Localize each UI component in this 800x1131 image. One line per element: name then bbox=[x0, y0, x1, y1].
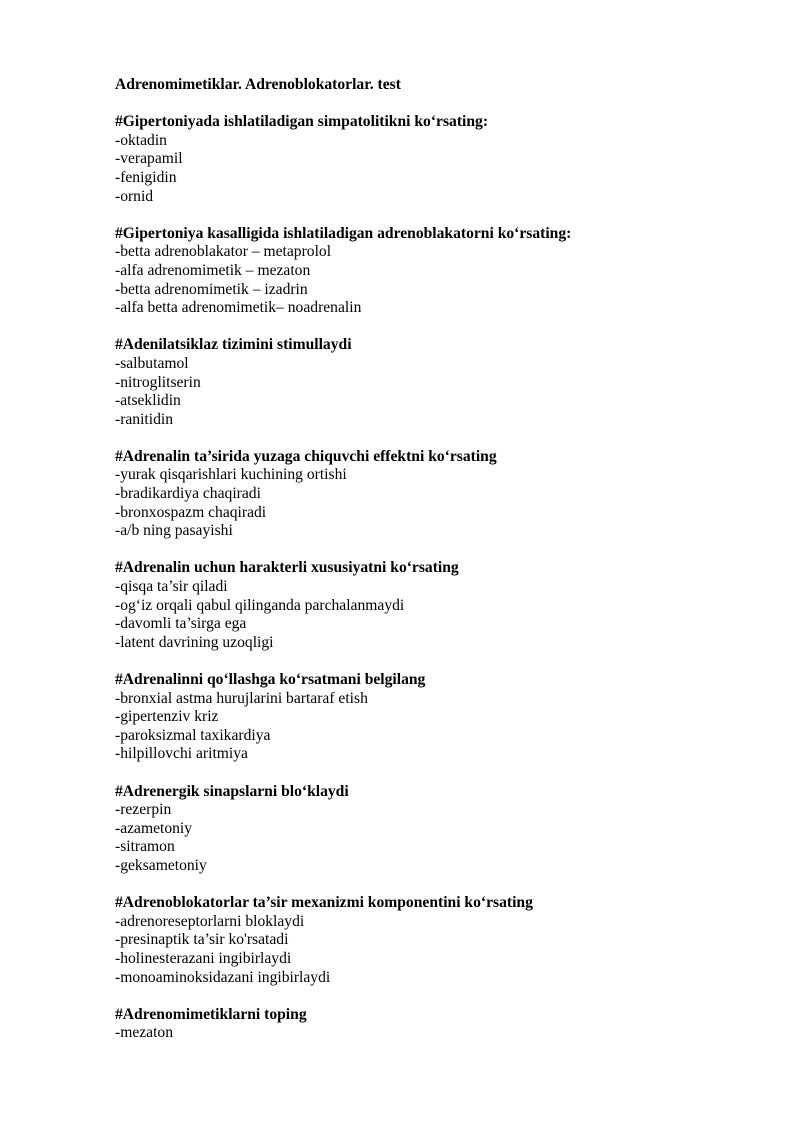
answer-option: -davomli ta’sirga ega bbox=[115, 615, 247, 633]
answer-option: -betta adrenomimetik – izadrin bbox=[115, 280, 308, 298]
answer-option: -bronxial astma hurujlarini bartaraf etish bbox=[115, 689, 368, 707]
question-text: #Adenilatsiklaz tizimini stimullaydi bbox=[115, 336, 352, 354]
answer-option: -ranitidin bbox=[115, 410, 174, 428]
question-block bbox=[115, 225, 755, 318]
answer-option: -qisqa ta’sir qiladi bbox=[115, 578, 228, 596]
question-text: #Adrenoblokatorlar ta’sir mexanizmi komponentini ko‘rsating bbox=[115, 894, 533, 912]
answer-option: -betta adrenoblakator – metaprolol bbox=[115, 243, 332, 261]
answer-option: -bradikardiya chaqiradi bbox=[115, 485, 261, 503]
question-block bbox=[115, 671, 755, 764]
answer-option: -paroksizmal taxikardiya bbox=[115, 726, 271, 744]
question-block bbox=[115, 448, 755, 541]
answer-option: -ornid bbox=[115, 187, 154, 205]
answer-option: -alfa adrenomimetik – mezaton bbox=[115, 261, 311, 279]
answer-option: -alfa betta adrenomimetik– noadrenalin bbox=[115, 299, 362, 317]
answer-option: -oktadin bbox=[115, 131, 167, 149]
question-block bbox=[115, 113, 755, 206]
answer-option: -salbutamol bbox=[115, 354, 189, 372]
question-text: #Gipertoniyada ishlatiladigan simpatolitikni ko‘rsating: bbox=[115, 113, 489, 131]
answer-option: -a/b ning pasayishi bbox=[115, 522, 233, 540]
answer-option: -rezerpin bbox=[115, 801, 172, 819]
question-block bbox=[115, 336, 755, 429]
document-title: Adrenomimetiklar. Adrenoblokatorlar. test bbox=[115, 76, 401, 93]
answer-option: -og‘iz orqali qabul qilinganda parchalanmaydi bbox=[115, 596, 405, 614]
answer-option: -holinesterazani ingibirlaydi bbox=[115, 949, 292, 967]
answer-option: -nitroglitserin bbox=[115, 373, 201, 391]
answer-option: -fenigidin bbox=[115, 168, 177, 186]
answer-option: -yurak qisqarishlari kuchining ortishi bbox=[115, 466, 347, 484]
answer-option: -adrenoreseptorlarni bloklaydi bbox=[115, 912, 305, 930]
answer-option: -azametoniy bbox=[115, 819, 193, 837]
answer-option: -mezaton bbox=[115, 1024, 174, 1042]
question-text: #Gipertoniya kasalligida ishlatiladigan adrenoblakatorni ko‘rsating: bbox=[115, 224, 572, 242]
answer-option: -gipertenziv kriz bbox=[115, 708, 219, 726]
question-text: #Adrenomimetiklarni toping bbox=[115, 1005, 307, 1023]
question-text: #Adrenalinni qo‘llashga ko‘rsatmani belgilang bbox=[115, 671, 426, 688]
question-text: #Adrenalin uchun harakterli xususiyatni ko‘rsating bbox=[115, 559, 459, 577]
question-text: #Adrenalin ta’sirida yuzaga chiquvchi effektni ko‘rsating bbox=[115, 447, 497, 465]
question-block bbox=[115, 894, 755, 987]
answer-option: -bronxospazm chaqiradi bbox=[115, 503, 267, 521]
question-block bbox=[115, 783, 755, 876]
answer-option: -monoaminoksidazani ingibirlaydi bbox=[115, 968, 331, 986]
answer-option: -hilpillovchi aritmiya bbox=[115, 745, 248, 763]
document-body bbox=[115, 76, 755, 1061]
question-block bbox=[115, 1006, 755, 1043]
answer-option: -atseklidin bbox=[115, 392, 181, 410]
answer-option: -geksametoniy bbox=[115, 856, 207, 874]
answer-option: -sitramon bbox=[115, 838, 175, 856]
answer-option: -latent davrining uzoqligi bbox=[115, 633, 274, 651]
answer-option: -presinaptik ta’sir ko'rsatadi bbox=[115, 931, 289, 949]
answer-option: -verapamil bbox=[115, 150, 183, 168]
question-list bbox=[115, 113, 755, 1043]
question-text: #Adrenergik sinapslarni blo‘klaydi bbox=[115, 782, 349, 800]
question-block bbox=[115, 559, 755, 652]
